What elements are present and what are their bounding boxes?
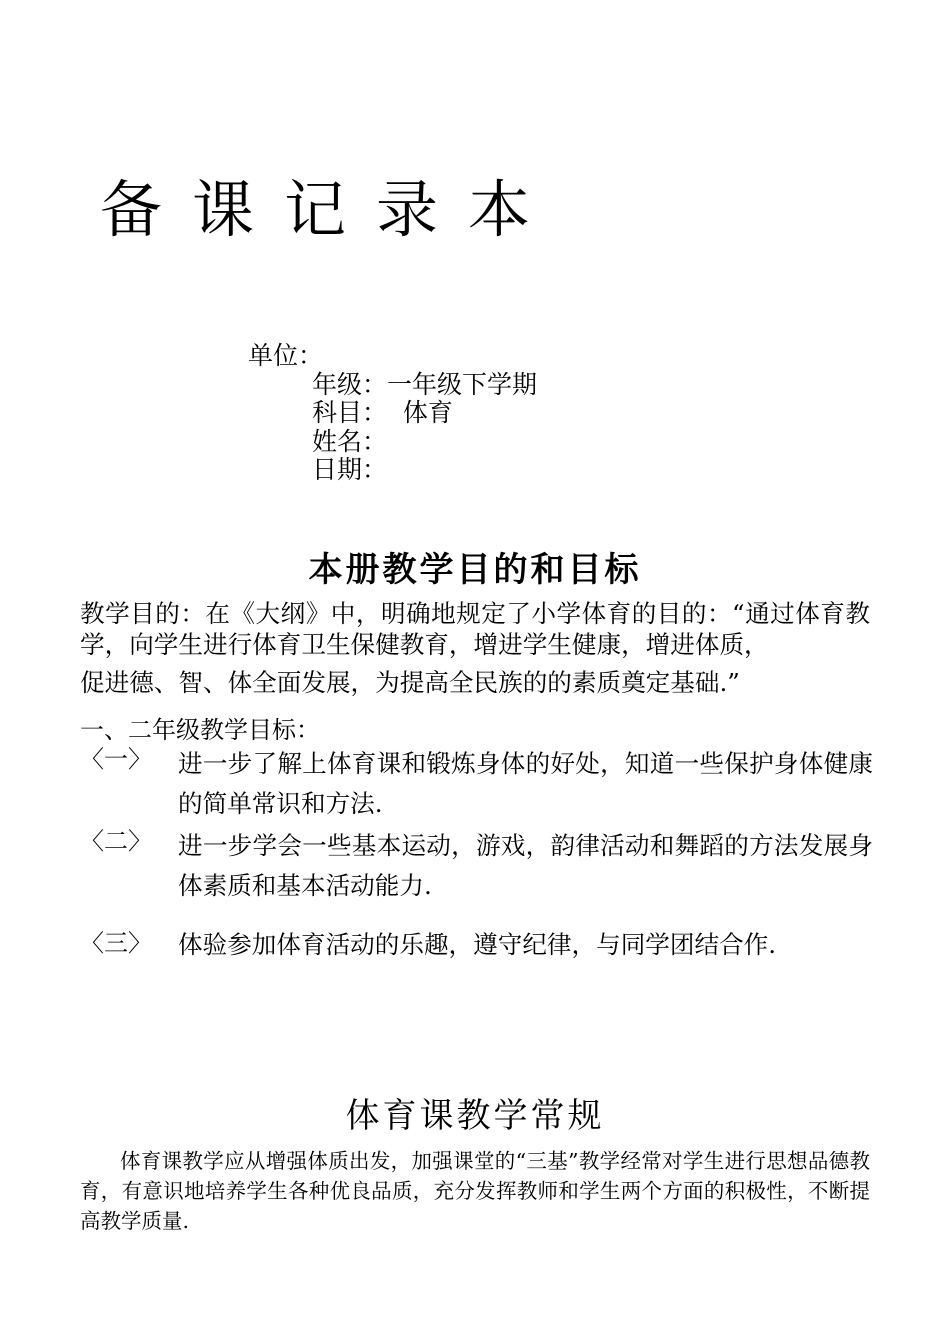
- goal-text: 体验参加体育活动的乐趣，遵守纪律，与同学团结合作.: [178, 930, 777, 959]
- teaching-aim-paragraph-continued: 促进德、智、体全面发展，为提高全民族的的素质奠定基础.”: [80, 668, 740, 697]
- goal-number: 〈三〉: [80, 929, 152, 957]
- grade-field: 年级：一年级下学期: [312, 370, 538, 399]
- cover-title: 备课记录本: [100, 173, 561, 246]
- unit-label: 单位：: [248, 341, 324, 370]
- routine-paragraph: 体育课教学应从增强体质出发，加强课堂的“三基”教学经常对学生进行思想品德教育，有意识地培养学生各种优良品质，充分发挥教师和学生两个方面的积极性，不断提高教学质量.: [80, 1149, 870, 1233]
- teaching-aim-paragraph: 教学目的：在《大纲》中，明确地规定了小学体育的目的：“通过体育教学，向学生进行体育卫生保健教育，增进学生健康，增进体质，: [80, 599, 870, 659]
- goal-text: 进一步学会一些基本运动，游戏，韵律活动和舞蹈的方法发展身体素质和基本活动能力.: [178, 831, 873, 900]
- subject-field: 科目： 体育: [312, 398, 453, 427]
- goals-heading: 一、二年级教学目标：: [80, 716, 320, 744]
- name-field: 姓名：: [312, 427, 388, 456]
- section-title-routine: 体育课教学常规: [345, 1096, 605, 1136]
- section-title-objectives: 本册教学目的和目标: [308, 550, 642, 590]
- date-field: 日期：: [312, 455, 388, 484]
- goal-number: 〈二〉: [80, 827, 152, 855]
- goal-number: 〈一〉: [80, 745, 152, 773]
- goal-text: 进一步了解上体育课和锻炼身体的好处，知道一些保护身体健康的简单常识和方法.: [178, 749, 873, 818]
